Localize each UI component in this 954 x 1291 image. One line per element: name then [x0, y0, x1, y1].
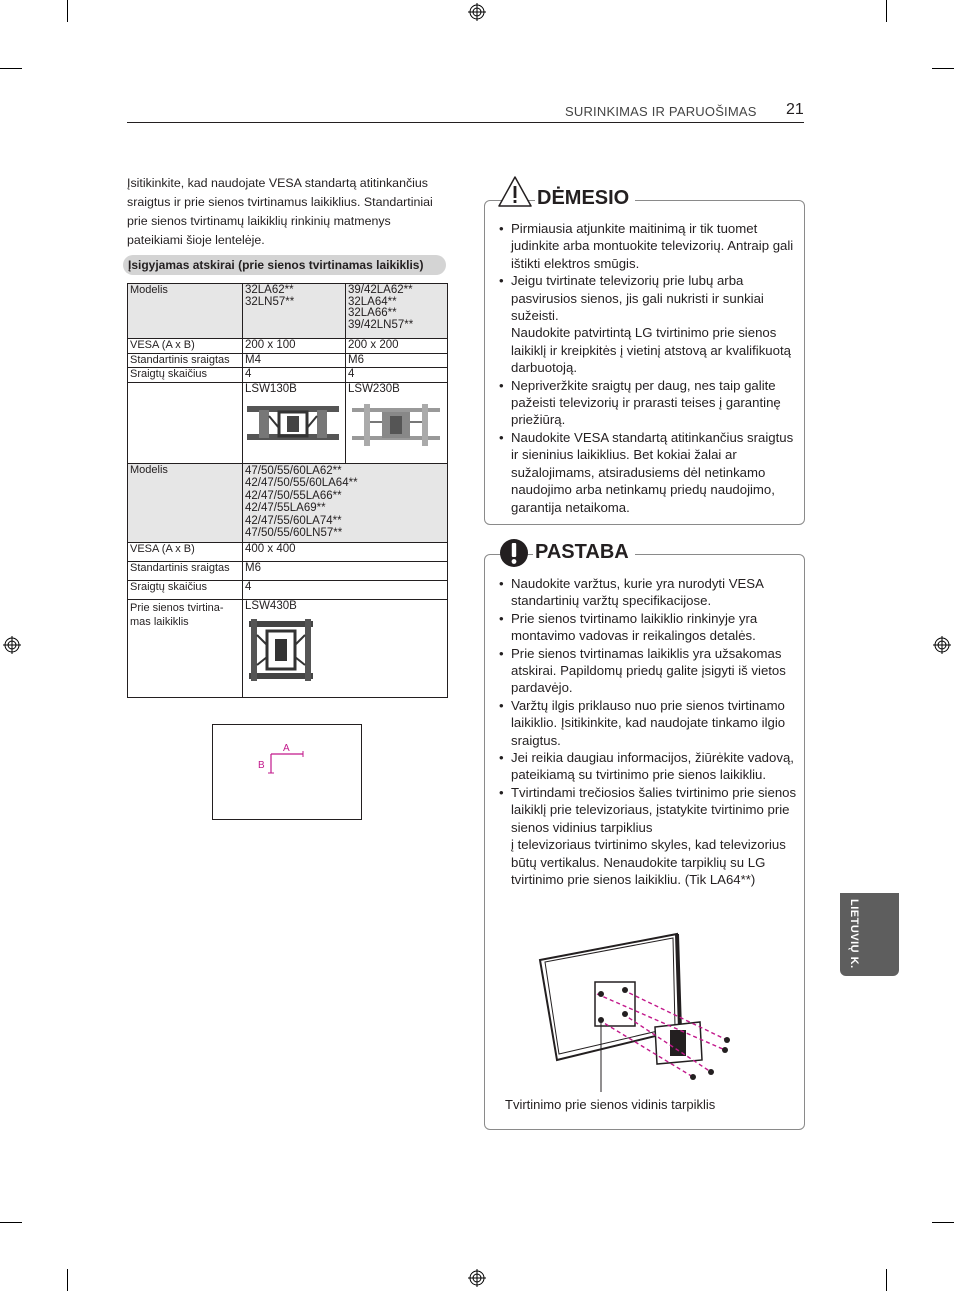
bracket-name: LSW230B	[348, 382, 400, 395]
table-row	[128, 599, 448, 697]
list-item: • Jeigu tvirtinate televizorių prie lubų arba pasvirusios sienos, jis gali nukristi ir sunkiai sužeisti. Naudokite patvirtintą LG tvirtinimo prie sienos laikiklį ir kreipkitės į vietinį atstovą ar kvalifikuotą darbuotoją.	[485, 272, 797, 376]
caution-list	[485, 220, 797, 516]
row-label: Sraigtų skaičius	[128, 580, 243, 599]
table-cell: 4	[243, 580, 448, 599]
registration-mark-icon	[468, 3, 486, 21]
table-row	[128, 561, 448, 580]
table-row	[128, 463, 448, 542]
vesa-label-a: A	[283, 743, 290, 754]
list-item: • Jei reikia daugiau informacijos, žiūrėkite vadovą, pateikiamą su tvirtinimo prie sienos laikikliu.	[485, 749, 797, 784]
row-label: VESA (A x B)	[128, 542, 243, 561]
wall-mount-spec-table	[127, 283, 448, 698]
table-row	[128, 382, 448, 463]
bracket-cell	[346, 382, 448, 463]
crop-mark	[67, 1269, 68, 1291]
crop-mark	[932, 1222, 954, 1223]
crop-mark	[0, 1222, 22, 1223]
registration-mark-icon	[3, 636, 21, 654]
spacer-caption: Tvirtinimo prie sienos vidinis tarpiklis	[505, 1097, 716, 1112]
exclamation-circle-icon	[499, 538, 529, 568]
table-cell: M6	[243, 561, 448, 580]
list-item: • Varžtų ilgis priklauso nuo prie sienos tvirtinamo laikiklio. Įsitikinkite, kad naudojate tinkamo ilgio sraigtus.	[485, 697, 797, 749]
section-title: SURINKIMAS IR PARUOŠIMAS	[565, 104, 757, 119]
row-label: Standartinis sraigtas	[128, 353, 243, 368]
row-label: Modelis	[128, 463, 243, 542]
table-cell: 200 x 100	[243, 339, 346, 354]
model-list: 39/42LA62** 32LA64** 32LA66** 39/42LN57**	[346, 284, 448, 339]
table-row	[128, 368, 448, 383]
table-row	[128, 353, 448, 368]
list-item: • Nepriveržkite sraigtų per daug, nes taip galite pažeisti televizorių ir prarasti teises į garantinę priežiūrą.	[485, 377, 797, 429]
table-row	[128, 339, 448, 354]
crop-mark	[886, 1269, 887, 1291]
table-cell	[128, 382, 243, 463]
table-cell: 4	[346, 368, 448, 383]
note-list	[485, 575, 797, 888]
model-list: 47/50/55/60LA62** 42/47/50/55/60LA64** 42/47/50/55LA66** 42/47/55LA69** 42/47/55/60LA74** 47/50/55/60LN57**	[243, 463, 448, 542]
list-item: • Prie sienos tvirtinamo laikiklio rinkinyje yra montavimo vadovas ir reikalingos detalės.	[485, 610, 797, 645]
table-cell: M4	[243, 353, 346, 368]
registration-mark-icon	[468, 1269, 486, 1287]
page-number: 21	[786, 101, 804, 118]
language-tab-label: LIETUVIŲ K.	[848, 899, 860, 969]
wall-bracket-icon	[348, 398, 444, 456]
language-side-tab	[840, 893, 899, 976]
tv-spacer-illustration	[535, 932, 745, 1092]
bracket-cell	[243, 382, 346, 463]
crop-mark	[67, 0, 68, 22]
bracket-name: LSW130B	[245, 382, 297, 395]
wall-bracket-icon	[245, 615, 317, 687]
list-item: • Prie sienos tvirtinamas laikiklis yra užsakomas atskirai. Papildomų priedų galite įsigyti iš vietos pardavėjo.	[485, 645, 797, 697]
registration-mark-icon	[933, 636, 951, 654]
list-item: • Naudokite varžtus, kurie yra nurodyti VESA standartinių varžtų specifikacijose.	[485, 575, 797, 610]
table-cell: 400 x 400	[243, 542, 448, 561]
model-list: 32LA62** 32LN57**	[243, 284, 346, 339]
caution-title: DĖMESIO	[535, 187, 635, 210]
crop-mark	[886, 0, 887, 22]
header-rule	[127, 122, 804, 123]
list-item: • Naudokite VESA standartą atitinkančius sraigtus ir sieninius laikiklius. Bet kokiai žalai ar sužalojimams, atsiradusiems dėl netinkamo naudojimo arba netinkamų priedų naudojimo, garantija netaikoma.	[485, 429, 797, 516]
warning-triangle-icon	[497, 175, 533, 208]
row-label: Modelis	[128, 284, 243, 339]
vesa-diagram	[212, 724, 362, 820]
wall-bracket-icon	[245, 398, 341, 456]
table-row	[128, 542, 448, 561]
table-row	[128, 580, 448, 599]
list-item: • Pirmiausia atjunkite maitinimą ir tik tuomet judinkite arba montuokite televizorių. Antraip gali ištikti elektros smūgis.	[485, 220, 797, 272]
table-row	[128, 284, 448, 339]
caution-panel	[484, 200, 805, 525]
table-cell: 200 x 200	[346, 339, 448, 354]
table-cell: M6	[346, 353, 448, 368]
row-label: Prie sienos tvirtina- mas laikiklis	[128, 599, 243, 697]
crop-mark	[0, 68, 22, 69]
row-label: VESA (A x B)	[128, 339, 243, 354]
vesa-label-b: B	[258, 760, 265, 771]
row-label: Sraigtų skaičius	[128, 368, 243, 383]
bracket-cell	[243, 599, 448, 697]
crop-mark	[932, 68, 954, 69]
list-item: • Tvirtindami trečiosios šalies tvirtinimo prie sienos laikiklį prie televizoriaus, įstatykite tvirtinimo prie sienos vidinius tarpiklius į televizoriaus tvirtinimo skyles, kad televizorius būtų vertikalus. Nenaudokite tarpiklių su LG tvirtinimo prie sienos laikikliu. (Tik LA64**)	[485, 784, 797, 888]
row-label: Standartinis sraigtas	[128, 561, 243, 580]
vesa-arrows-icon	[213, 725, 361, 819]
intro-paragraph: Įsitikinkite, kad naudojate VESA standartą atitinkančius sraigtus ir prie sienos tvirtinamus laikiklius. Standartiniai prie sienos tvirtinamų laikiklių rinkinių matmenys pateikiami šioje lentelėje.	[127, 176, 433, 247]
bracket-name: LSW430B	[245, 599, 297, 612]
note-title: PASTABA	[533, 541, 635, 564]
optional-accessory-banner: Įsigyjamas atskirai (prie sienos tvirtinamas laikiklis)	[123, 255, 446, 275]
table-cell: 4	[243, 368, 346, 383]
